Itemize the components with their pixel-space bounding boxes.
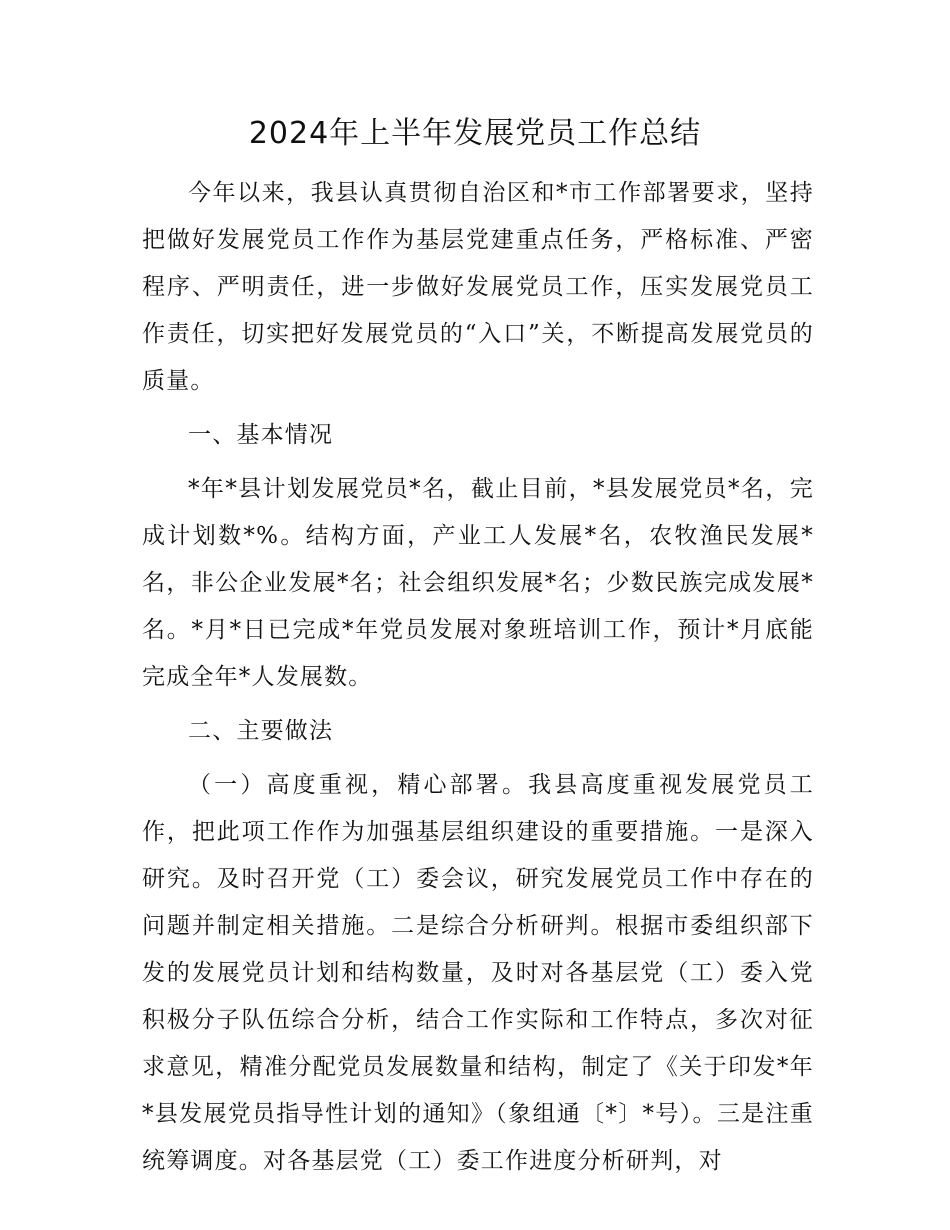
basic-situation-paragraph: *年*县计划发展党员*名，截止目前，*县发展党员*名，完成计划数*%。结构方面，产业工人发展*名，农牧渔民发展*名，非公企业发展*名；社会组织发展*名；少数民族完成发展*名。*月*日已完成*年党员发展对象班培训工作，预计*月底能完成全年*人发展数。 (142, 476, 814, 690)
section-heading-basic-situation: 一、基本情况 (188, 422, 334, 448)
document-title: 2024年上半年发展党员工作总结 (248, 116, 702, 151)
section-heading-main-practices: 二、主要做法 (188, 718, 334, 744)
intro-paragraph: 今年以来，我县认真贯彻自治区和*市工作部署要求，坚持把做好发展党员工作作为基层党建重点任务，严格标准、严密程序、严明责任，进一步做好发展党员工作，压实发展党员工作责任，切实把好发展党员的“入口”关，不断提高发展党员的质量。 (142, 180, 814, 394)
document-body (142, 170, 814, 1185)
main-practices-paragraph: （一）高度重视，精心部署。我县高度重视发展党员工作，把此项工作作为加强基层组织建设的重要措施。一是深入研究。及时召开党（工）委会议，研究发展党员工作中存在的问题并制定相关措施。二是综合分析研判。根据市委组织部下发的发展党员计划和结构数量，及时对各基层党（工）委入党积极分子队伍综合分析，结合工作实际和工作特点，多次对征求意见，精准分配党员发展数量和结构，制定了《关于印发*年*县发展党员指导性计划的通知》（象组通〔*〕*号）。三是注重统筹调度。对各基层党（工）委工作进度分析研判，对 (142, 772, 814, 1174)
